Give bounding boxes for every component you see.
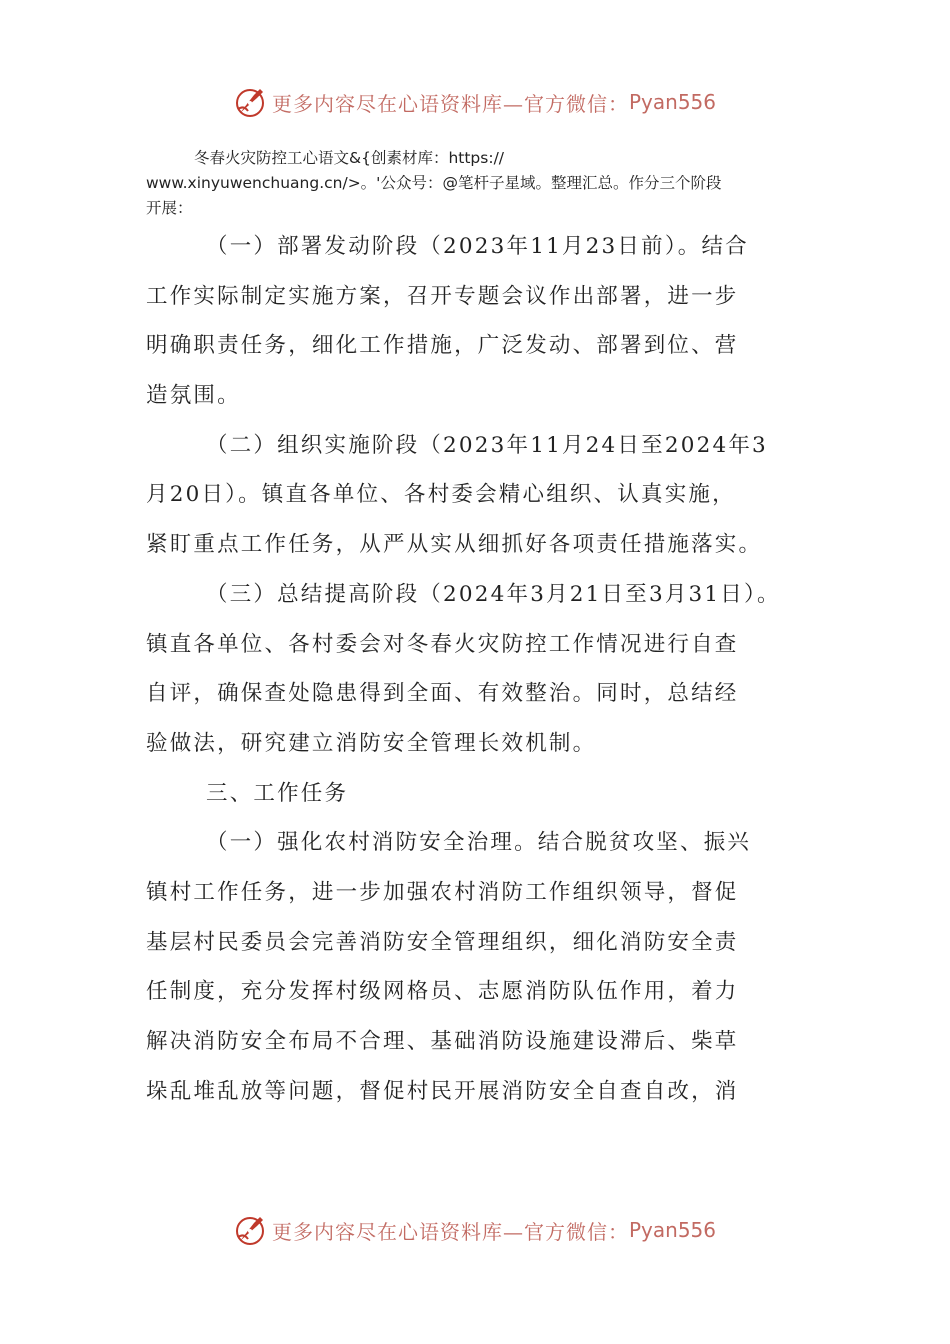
body-line: 解决消防安全布局不合理、基础消防设施建设滞后、柴草 [146,1029,739,1054]
body-line: 基层村民委员会完善消防安全管理组织，细化消防安全责 [146,929,739,955]
pen-nib-logo-icon [234,1213,268,1247]
intro-paragraph [146,146,806,221]
body-line: 造氛围。 [146,383,241,409]
body-line: 明确职责任务，细化工作措施，广泛发动、部署到位、营 [146,333,739,359]
intro-line: 开展： [146,199,193,217]
pen-nib-logo-icon [234,85,268,119]
body-line: 紧盯重点工作任务，从严从实从细抓好各项责任措施落实。 [146,532,763,558]
body-line: （一）部署发动阶段（2023年11月23日前）。结合 [206,234,749,259]
body-line: 工作实际制定实施方案，召开专题会议作出部署，进一步 [146,283,739,309]
body-line: （三）总结提高阶段（2024年3月21日至3月31日）。 [206,581,781,607]
banner-wechat-id: Pyan556 [628,90,716,114]
body-line: （二）组织实施阶段（2023年11月24日至2024年3 [206,432,768,458]
document-body [146,222,826,1116]
body-line: 任制度，充分发挥村级网格员、志愿消防队伍作用，着力 [146,979,739,1005]
banner-wechat-id: Pyan556 [628,1218,716,1242]
footer-banner [0,1208,950,1252]
body-line: 验做法，研究建立消防安全管理长效机制。 [146,730,597,756]
body-line: （一）强化农村消防安全治理。结合脱贫攻坚、振兴 [206,830,752,856]
intro-line: 冬春火灾防控工心语文&{创素材库：https:// [194,149,505,167]
body-line: 镇村工作任务，进一步加强农村消防工作组织领导，督促 [146,879,739,905]
body-line: 自评，确保查处隐患得到全面、有效整治。同时，总结经 [146,681,739,707]
banner-text: 更多内容尽在心语资料库—官方微信： [271,1219,629,1244]
body-line: 垛乱堆乱放等问题，督促村民开展消防安全自查自改，消 [146,1078,739,1104]
body-line: 月20日）。镇直各单位、各村委会精心组织、认真实施， [146,482,736,508]
intro-line: www.xinyuwenchuang.cn/>。'公众号：@笔杆子星域。整理汇总。作分三个阶段 [146,174,722,192]
body-line: 镇直各单位、各村委会对冬春火灾防控工作情况进行自查 [146,631,739,657]
banner-text: 更多内容尽在心语资料库—官方微信： [271,91,629,116]
header-banner [0,80,950,124]
section-heading: 三、工作任务 [206,780,349,806]
